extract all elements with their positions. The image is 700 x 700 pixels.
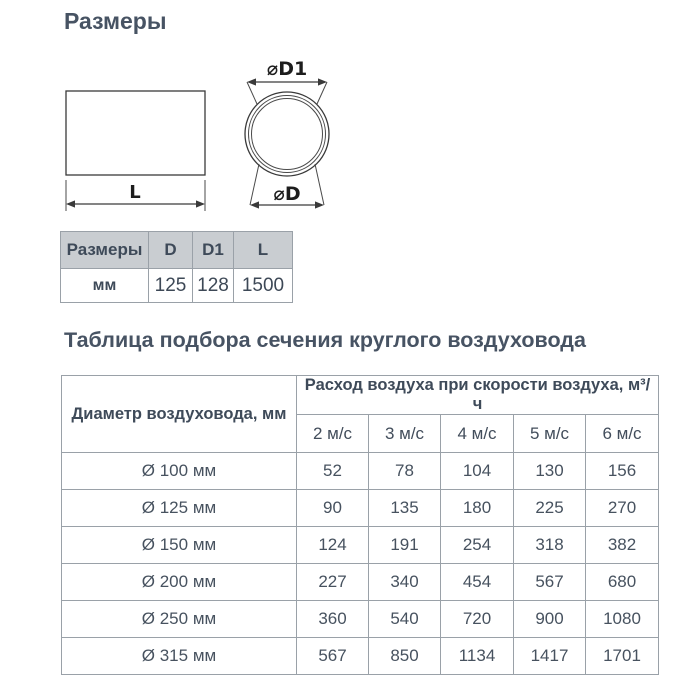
dimension-value-d1: 128: [193, 269, 234, 303]
airflow-cell: 90: [297, 490, 369, 527]
dimensions-table-header-row: [61, 232, 293, 269]
dimension-value-d: 125: [149, 269, 193, 303]
airflow-cell: 124: [297, 527, 369, 564]
duct-side-view: [66, 91, 205, 175]
airflow-cell: 191: [369, 527, 441, 564]
airflow-cell: 567: [514, 564, 586, 601]
airflow-cell: 254: [441, 527, 514, 564]
airflow-cell: 156: [586, 453, 659, 490]
airflow-cell: 680: [586, 564, 659, 601]
airflow-cell: 540: [369, 601, 441, 638]
airflow-cell: 567: [297, 638, 369, 675]
dimensions-heading: Размеры: [64, 8, 167, 34]
diameter-cell: Ø 200 мм: [62, 564, 297, 601]
dimensions-table: [60, 231, 293, 303]
dimensions-table-header: D: [149, 232, 193, 269]
speed-header: 6 м/с: [586, 415, 659, 453]
diameter-cell: Ø 100 мм: [62, 453, 297, 490]
speed-header: 3 м/с: [369, 415, 441, 453]
dimensions-table-header: D1: [193, 232, 234, 269]
airflow-cell: 1701: [586, 638, 659, 675]
airflow-cell: 135: [369, 490, 441, 527]
airflow-cell: 227: [297, 564, 369, 601]
speed-header: 5 м/с: [514, 415, 586, 453]
airflow-cell: 52: [297, 453, 369, 490]
airflow-cell: 720: [441, 601, 514, 638]
duct-selection-table: [61, 375, 659, 675]
airflow-cell: 270: [586, 490, 659, 527]
airflow-cell: 454: [441, 564, 514, 601]
airflow-cell: 340: [369, 564, 441, 601]
airflow-cell: 130: [514, 453, 586, 490]
diameter-cell: Ø 315 мм: [62, 638, 297, 675]
airflow-cell: 382: [586, 527, 659, 564]
airflow-cell: 900: [514, 601, 586, 638]
speed-header: 4 м/с: [441, 415, 514, 453]
airflow-cell: 1080: [586, 601, 659, 638]
airflow-cell: 1134: [441, 638, 514, 675]
table-row: [62, 527, 659, 564]
airflow-cell: 180: [441, 490, 514, 527]
diameter-label: ⌀D: [273, 183, 301, 205]
table-row: [62, 453, 659, 490]
duct-dimension-diagram: [55, 54, 355, 222]
table-row: [62, 564, 659, 601]
airflow-cell: 78: [369, 453, 441, 490]
table-row: [62, 601, 659, 638]
selection-table-heading: Таблица подбора сечения круглого воздуховода: [64, 328, 586, 352]
airflow-cell: 1417: [514, 638, 586, 675]
dimension-value-l: 1500: [234, 269, 293, 303]
diameter-cell: Ø 150 мм: [62, 527, 297, 564]
diameter-column-header: Диаметр воздуховода, мм: [62, 376, 297, 453]
table-row: [62, 490, 659, 527]
airflow-cell: 318: [514, 527, 586, 564]
dimensions-table-header: Размеры: [61, 232, 149, 269]
airflow-cell: 225: [514, 490, 586, 527]
duct-front-view: [245, 92, 329, 176]
airflow-cell: 104: [441, 453, 514, 490]
table-row: [62, 638, 659, 675]
airflow-cell: 850: [369, 638, 441, 675]
dimensions-table-header: L: [234, 232, 293, 269]
units-label: мм: [61, 269, 149, 303]
outer-diameter-label: ⌀D1: [266, 58, 308, 80]
airflow-group-header: Расход воздуха при скорости воздуха, м³/ч: [297, 376, 659, 415]
speed-header: 2 м/с: [297, 415, 369, 453]
selection-table-group-header-row: [62, 376, 659, 415]
dimensions-table-row: [61, 269, 293, 303]
diameter-cell: Ø 125 мм: [62, 490, 297, 527]
airflow-cell: 360: [297, 601, 369, 638]
length-label: L: [129, 182, 141, 203]
diameter-cell: Ø 250 мм: [62, 601, 297, 638]
